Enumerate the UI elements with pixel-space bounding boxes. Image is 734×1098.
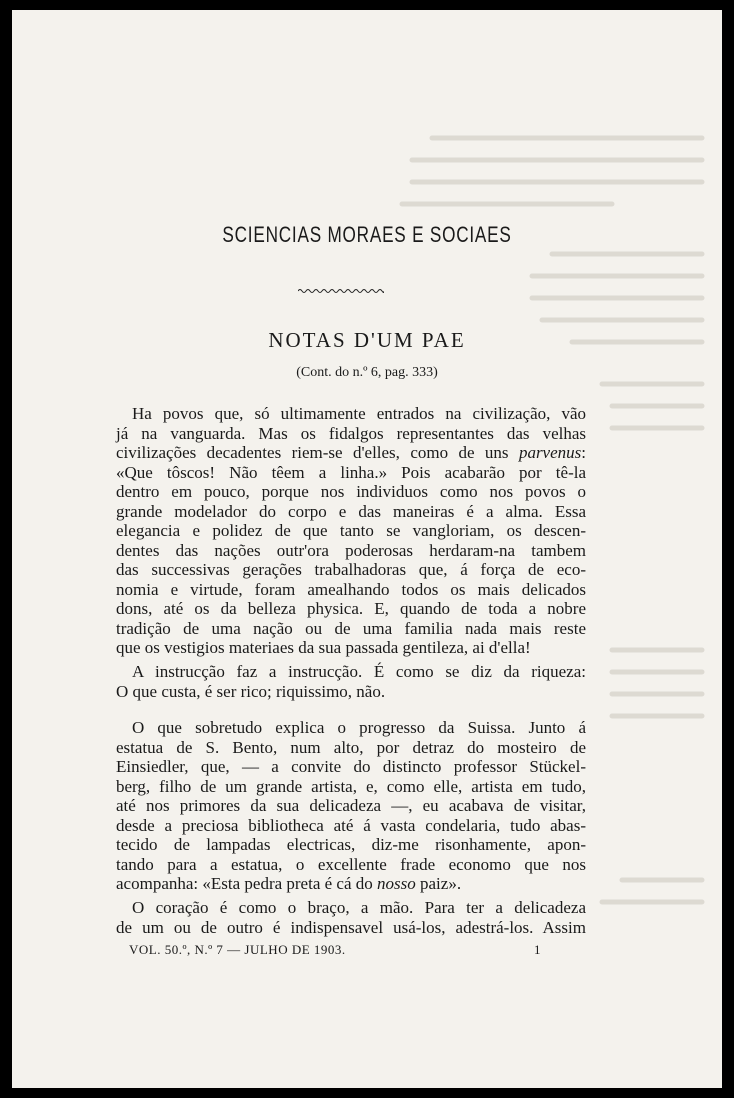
issue-footer: VOL. 50.º, N.º 7 — JULHO DE 1903. — [129, 942, 346, 957]
continuation-note: (Cont. do n.º 6, pag. 333) — [296, 365, 438, 380]
text-line: O que sobretudo explica o progresso da Suissa. Junto á — [132, 718, 586, 737]
text-line: berg, filho de um grande artista, e, como elle, artista em tudo, — [116, 776, 586, 796]
text-line: elegancia e polidez de que tanto se vangloriam, os descen- — [116, 521, 586, 540]
text-line: civilizações decadentes riem-se d'elles, como de uns parvenus: — [116, 443, 586, 462]
text-line: O coração é como o braço, a mão. Para ter a delicadeza — [132, 898, 586, 917]
text-line: tradição de uma nação ou de uma familia nada mais reste — [116, 618, 586, 638]
text-line: dentes das nações outr'ora poderosas herdaram-na tambem — [116, 540, 586, 560]
text-line: até nos primores da sua delicadeza —, eu acabava de visitar, — [116, 796, 586, 815]
text-line: Ha povos que, só ultimamente entrados na civilização, vão — [132, 404, 586, 423]
text-line: de um ou de outro é indispensavel usá-los, adestrá-los. Assim — [116, 917, 586, 937]
text-line: tando para a estatua, o excellente frade economo que nos — [116, 854, 586, 874]
text-line: nomia e virtude, foram amealhando todos os mais delicados — [116, 579, 586, 599]
text-line: tecido de lampadas electricas, diz-me risonhamente, apon- — [116, 835, 586, 854]
text-line: dentro em pouco, porque nos individuos como nos povos o — [116, 482, 586, 501]
signature-folio: 1 — [534, 942, 541, 957]
paragraph-2 — [116, 662, 586, 701]
text-line: grande modelador do corpo e das maneiras é a alma. Essa — [116, 501, 586, 521]
text-line: estatua de S. Bento, num alto, por detraz do mosteiro de — [116, 737, 586, 757]
text-line: Einsiedler, que, — a convite do distincto professor Stückel- — [116, 757, 586, 776]
text-line: desde a preciosa bibliotheca até á vasta condelaria, tudo abas- — [116, 815, 586, 835]
emphasis: nosso — [377, 874, 416, 893]
paragraph-4 — [116, 898, 586, 937]
ornamental-rule — [298, 288, 384, 294]
text-line: acompanha: «Esta pedra preta é cá do nosso paiz». — [116, 874, 462, 893]
article-title: NOTAS D'UM PAE — [268, 328, 466, 352]
text-line: «Que tôscos! Não têem a linha.» Pois acabarão por tê-la — [116, 462, 586, 482]
text-line: que os vestigios materiaes da sua passada gentileza, ai d'ella! — [116, 638, 531, 657]
text-line: A instrucção faz a instrucção. É como se diz da riqueza: — [132, 662, 586, 681]
paragraph-1 — [116, 404, 586, 658]
text-line: dons, até os da belleza physica. E, quando de toda a nobre — [116, 599, 586, 618]
paragraph-3 — [116, 718, 586, 894]
text-line: já na vanguarda. Mas os fidalgos representantes das velhas — [116, 423, 586, 443]
text-line: O que custa, é ser rico; riquissimo, não. — [116, 681, 386, 701]
section-title: SCIENCIAS MORAES E SOCIAES — [222, 222, 512, 247]
emphasis: parvenus — [518, 443, 582, 462]
text-line: das successivas gerações trabalhadoras que, á força de eco- — [116, 560, 586, 579]
document-page — [12, 10, 722, 1088]
